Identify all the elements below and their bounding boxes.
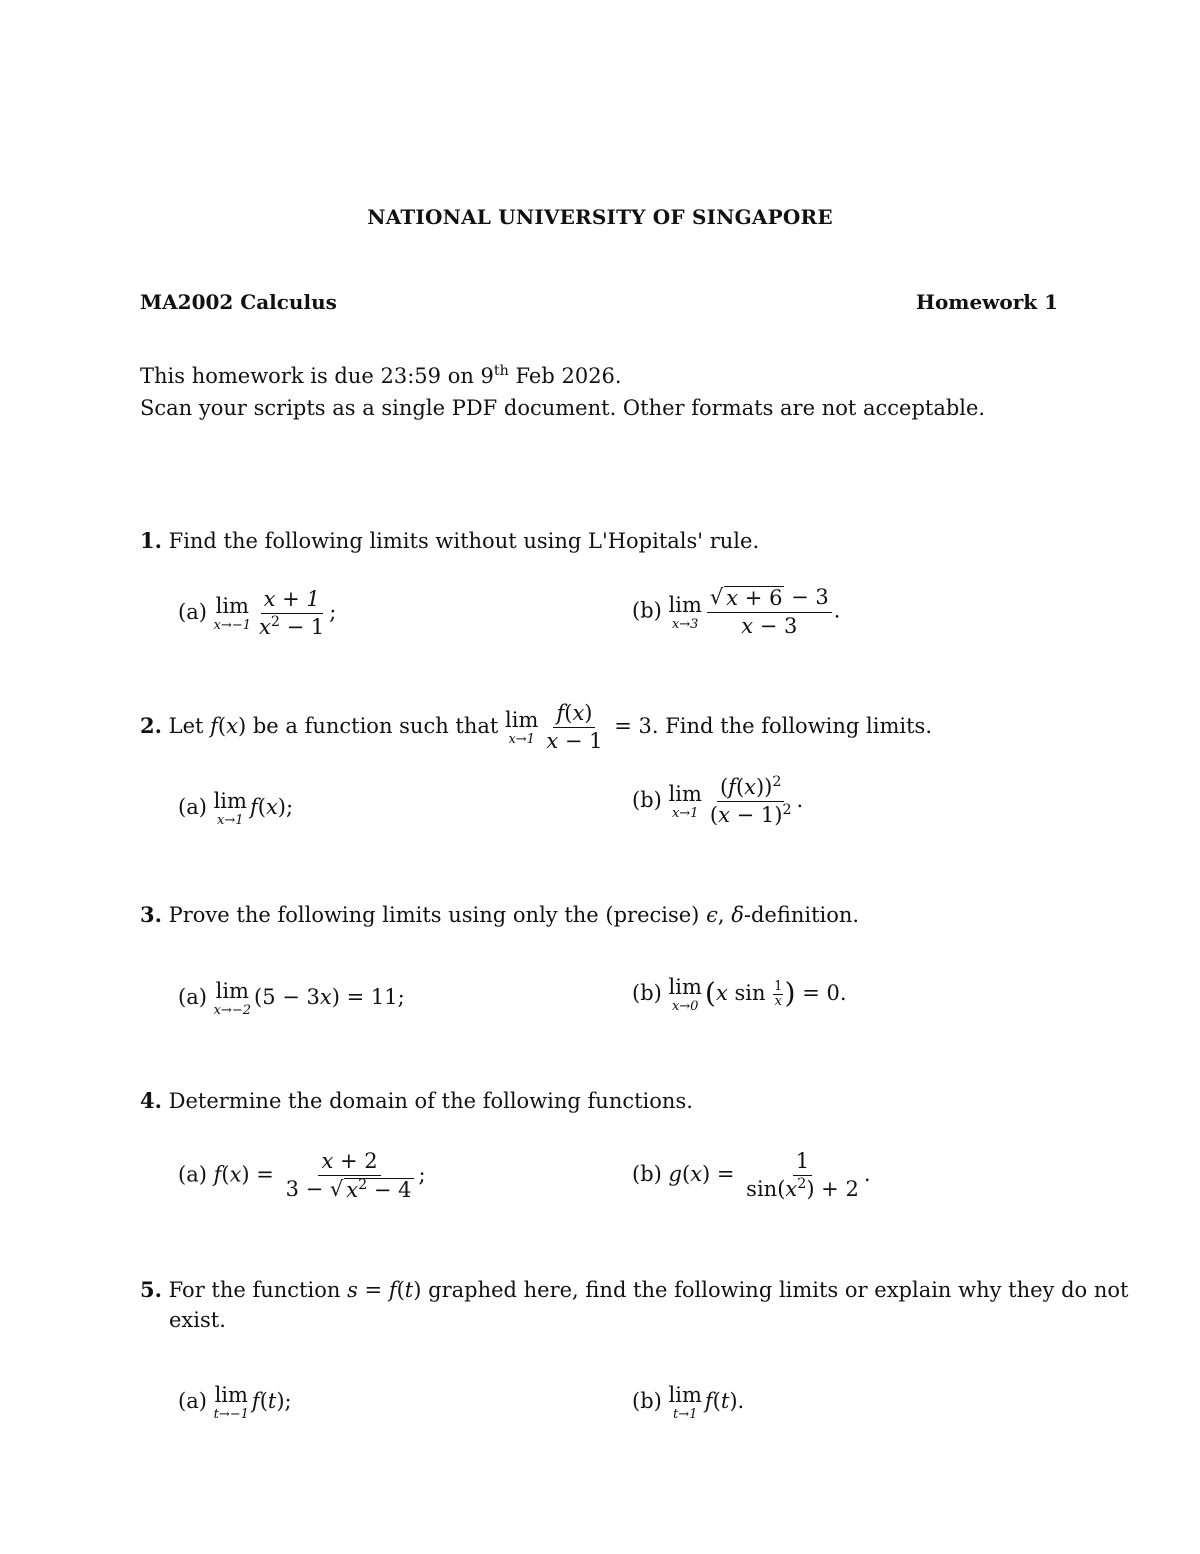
question-number: 2.: [140, 713, 162, 739]
university-title: NATIONAL UNIVERSITY OF SINGAPORE: [367, 205, 833, 229]
question-5-continued: exist.: [169, 1308, 226, 1332]
q4-part-a: (a) f(x) = x + 2 3 − √ $x^2 - 4$ ;: [178, 1149, 426, 1203]
question-text: Determine the domain of the following functions.: [168, 1089, 693, 1113]
q1-part-a: (a) lim x→−1 $\frac{x + 1}{x^2 - 1}$ ;: [178, 587, 337, 640]
q3-part-b: (b) lim x→0 (x sin $\frac{1}{x}$ ) = 0.: [632, 975, 847, 1015]
scan-instruction: Scan your scripts as a single PDF document. Other formats are not acceptable.: [140, 396, 986, 420]
question-3: 3. Prove the following limits using only the (precise) ϵ, δ-definition.: [140, 902, 860, 927]
question-5: 5. For the function s = f(t) graphed here, find the following limits or explain why they do not: [140, 1277, 1129, 1302]
question-number: 4.: [140, 1088, 162, 1113]
question-1: [140, 528, 759, 553]
q2-part-a: (a) lim x→1 f(x);: [178, 789, 294, 829]
question-number: 5.: [140, 1277, 162, 1302]
q3-part-a: (a) lim x→−2 (5 − 3x) = 11;: [178, 979, 405, 1019]
question-2: 2. Let f(x) be a function such that lim x→1 $\frac{f(x)}{x - 1}$ = 3. Find the following limits.: [140, 701, 932, 754]
q5-part-b: (b) lim t→1 f(t).: [632, 1383, 745, 1423]
q2-part-b: (b) lim x→1 $\frac{(f(x))^2}{(x - 1)^2}$ .: [632, 774, 804, 828]
due-date-line: This homework is due 23:59 on 9th Feb 2026.: [140, 363, 622, 388]
question-text: Find the following limits without using L'Hopitals' rule.: [168, 529, 760, 553]
q1-part-b: (b) lim x→3 √ x + 6 − 3 x − 3 .: [632, 585, 841, 639]
q4-part-b: (b) g(x) = $\frac{1}{\sin(x^2) + 2}$ .: [632, 1149, 871, 1202]
course-title: MA2002 Calculus: [140, 290, 337, 314]
q5-part-a: (a) lim t→−1 f(t);: [178, 1383, 292, 1423]
question-number: 1.: [140, 528, 162, 553]
question-4: [140, 1088, 693, 1113]
homework-title: Homework 1: [916, 290, 1058, 314]
question-number: 3.: [140, 902, 162, 927]
